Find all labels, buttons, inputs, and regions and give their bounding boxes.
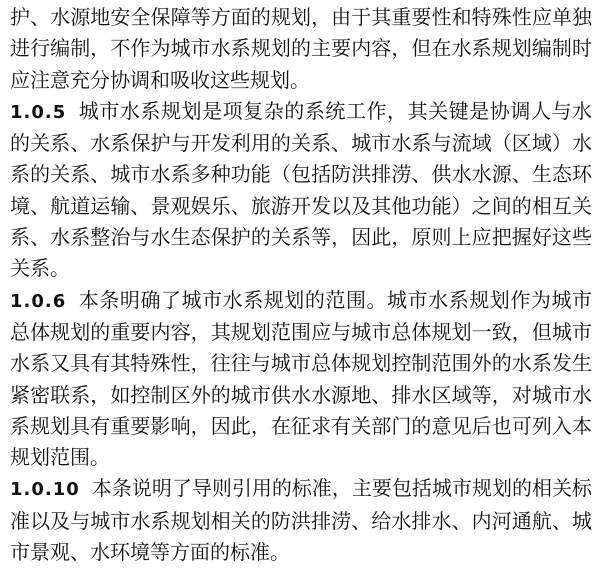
clause-number: 1.0.10 — [10, 479, 80, 501]
clause-number: 1.0.6 — [10, 290, 67, 312]
clause-number: 1.0.5 — [10, 101, 67, 123]
paragraph-text: 本条说明了导则引用的标准，主要包括城市规划的相关标准以及与城市水系规划相关的防洪排涝、给水排水、内河通航、城市景观、水环境等方面的标准。 — [10, 476, 592, 565]
paragraph-continuation — [10, 2, 592, 96]
paragraph-text: 本条明确了城市水系规划的范围。城市水系规划作为城市总体规划的重要内容，其规划范围应与城市总体规划一致，但城市水系又具有其特殊性，往往与城市总体规划控制范围外的水系发生紧密联系，如控制区外的城市供水水源地、排水区域等，对城市水系规划具有重要影响，因此，在征求有关部门的意见后也可列入本规划范围。 — [10, 287, 592, 470]
paragraph-clause-1-0-10 — [10, 473, 592, 568]
paragraph-clause-1-0-5 — [10, 96, 592, 285]
paragraph-clause-1-0-6 — [10, 285, 592, 474]
paragraph-text: 护、水源地安全保障等方面的规划，由于其重要性和特殊性应单独进行编制，不作为城市水系规划的主要内容，但在水系规划编制时应注意充分协调和吸收这些规划。 — [10, 5, 592, 92]
paragraph-text: 城市水系规划是项复杂的系统工作，其关键是协调人与水的关系、水系保护与开发利用的关系、城市水系与流域（区域）水系的关系、城市水系多种功能（包括防洪排涝、供水水源、生态环境、航道运输、景观娱乐、旅游开发以及其他功能）之间的相互关系、水系整治与水生态保护的关系等，因此，原则上应把握好这些关系。 — [10, 98, 592, 281]
